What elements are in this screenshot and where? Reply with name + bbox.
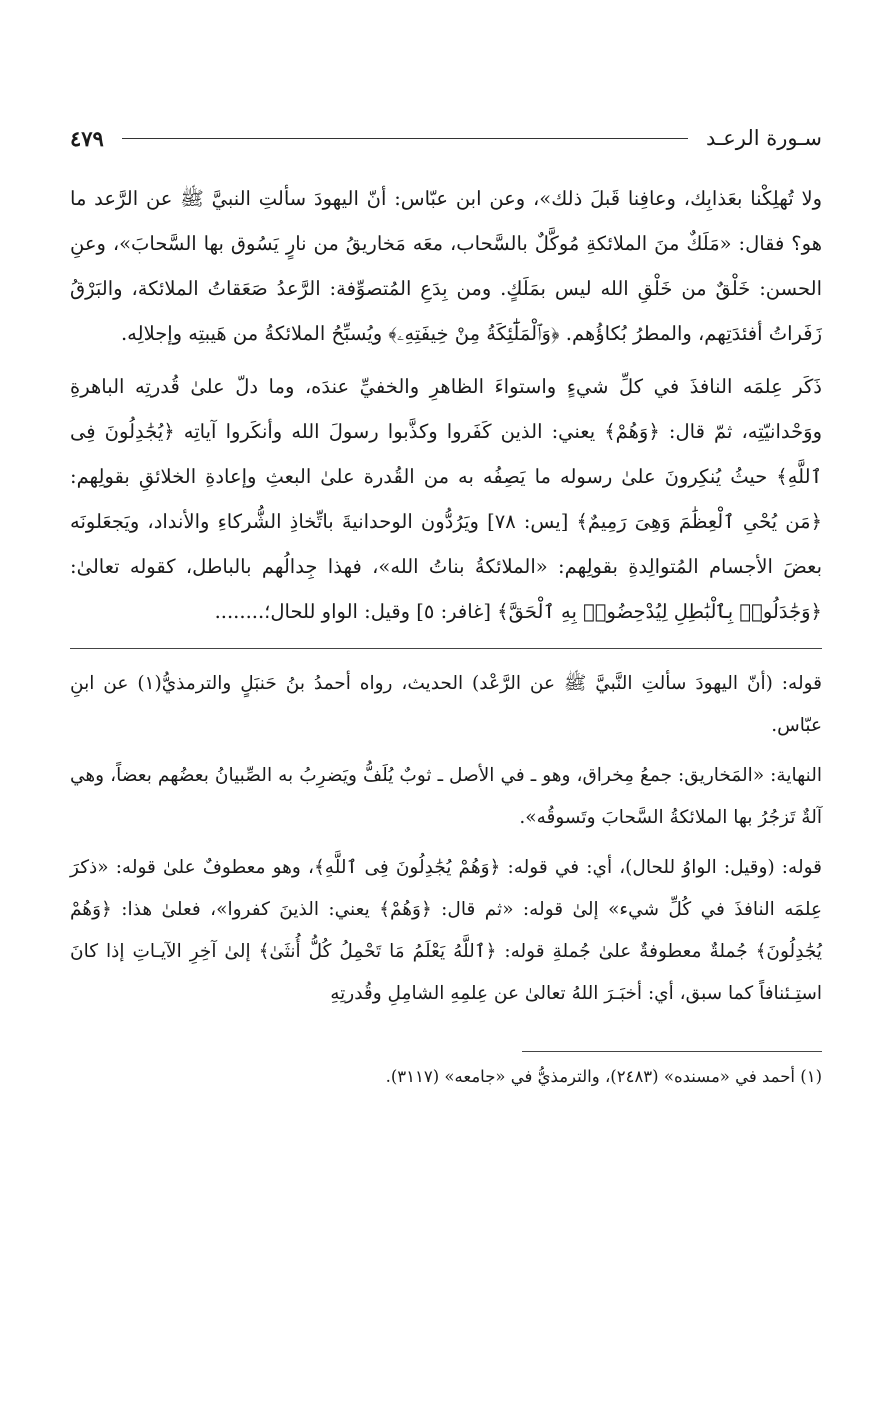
page-header — [70, 118, 822, 158]
header-rule — [122, 138, 688, 139]
footnote-rule — [522, 1051, 822, 1052]
page — [70, 118, 822, 1092]
main-paragraph-1: ولا تُهلِكْنا بعَذابِك، وعافِنا قَبلَ ذلك»، وعن ابن عبّاس: أنّ اليهودَ سألتِ النبيَّ ﷺ عن الرَّعد ما هو؟ فقال: «مَلَكٌ منَ الملائكةِ مُوكَّلٌ بالسَّحاب، معَه مَخاريقُ من نارٍ يَسُوق بها السَّحابَ»، وعنِ الحسن: خَلْقٌ من خَلْقِ الله ليس بمَلَكٍ. ومن بِدَعِ المُتصوِّفة: الرَّعدُ صَعَقاتُ الملائكة، والبَرْقُ زَفَراتُ أفئدَتِهم، والمطرُ بُكاؤُهم. ﴿وَٱلْمَلَٰٓئِكَةُ مِنْ خِيفَتِهِۦ﴾ ويُسبِّحُ الملائكةُ من هَيبتِه وإجلالِه. — [70, 187, 822, 345]
page-number: ٤٧٩ — [70, 125, 104, 151]
commentary-paragraph-1: قوله: (أنّ اليهودَ سألتِ النَّبيَّ ﷺ عن الرَّعْد) الحديث، رواه أحمدُ بنُ حَنبَلٍ والترمذيُّ(١) عن ابنِ عبّاس. — [70, 673, 822, 736]
footnote: (١) أحمد في «مسنده» (٢٤٨٣)، والترمذيُّ في «جامعه» (٣١١٧). — [385, 1067, 822, 1086]
commentary — [70, 663, 822, 1015]
commentary-paragraph-2: النهاية: «المَخاريق: جمعُ مِخراق، وهو ـ في الأصل ـ ثوبٌ يُلَفُّ ويَضرِبُ به الصِّبيانُ بعضُهم بعضاً، وهي آلةٌ تَزجُرُ بها الملائكةُ السَّحابَ وتَسوقُه». — [70, 765, 822, 828]
main-text — [70, 176, 822, 634]
section-divider — [70, 648, 822, 649]
surah-title: سـورة الرعـد — [706, 126, 822, 150]
main-paragraph-2: ذَكَر عِلمَه النافذَ في كلِّ شيءٍ واستواءَ الظاهرِ والخفيِّ عندَه، وما دلّ علىٰ قُدرتِه الباهرةِ ووَحْدانيّتِه، ثمّ قال: ﴿وَهُمْ﴾ يعني: الذين كَفَروا وكذَّبوا رسولَ الله وأنكَروا آياتِه ﴿يُجَٰدِلُونَ فِى ٱللَّهِ﴾ حيثُ يُنكِرونَ علىٰ رسوله ما يَصِفُه به من القُدرة علىٰ البعثِ وإعادةِ الخلائقِ بقولِهم: ﴿مَن يُحْىِ ٱلْعِظَٰمَ وَهِىَ رَمِيمٌ﴾ [يس: ٧٨] ويَرُدُّون الوحدانيةَ باتِّخاذِ الشُّركاءِ والأنداد، ويَجعَلونَه بعضَ الأجسام المُتوالِدةِ بقولِهم: «الملائكةُ بناتُ الله»، فهذا جِدالُهم بالباطل، كقوله تعالىٰ: ﴿وَجَٰدَلُوا۟ بِٱلْبَٰطِلِ لِيُدْحِضُوا۟ بِهِ ٱلْحَقَّ﴾ [غافر: ٥] وقيل: الواو للحال؛........ — [70, 375, 822, 623]
commentary-paragraph-3: قوله: (وقيل: الواوُ للحال)، أي: في قوله: ﴿وَهُمْ يُجَٰدِلُونَ فِى ٱللَّهِ﴾، وهو معطوفٌ علىٰ قوله: «ذكرَ عِلمَه النافذَ في كُلِّ شيء» إلىٰ قوله: «ثم قال: ﴿وَهُمْ﴾ يعني: الذينَ كفروا»، فعلىٰ هذا: ﴿وَهُمْ يُجَٰدِلُونَ﴾ جُملةٌ معطوفةٌ علىٰ جُملةِ قوله: ﴿ٱللَّهُ يَعْلَمُ مَا تَحْمِلُ كُلُّ أُنثَىٰ﴾ إلىٰ آخِرِ الآيـاتِ إذا كانَ استِـئنافاً كما سبق، أي: أخبَـرَ اللهُ تعالىٰ عن عِلمِهِ الشامِلِ وقُدرتِهِ — [70, 857, 822, 1004]
